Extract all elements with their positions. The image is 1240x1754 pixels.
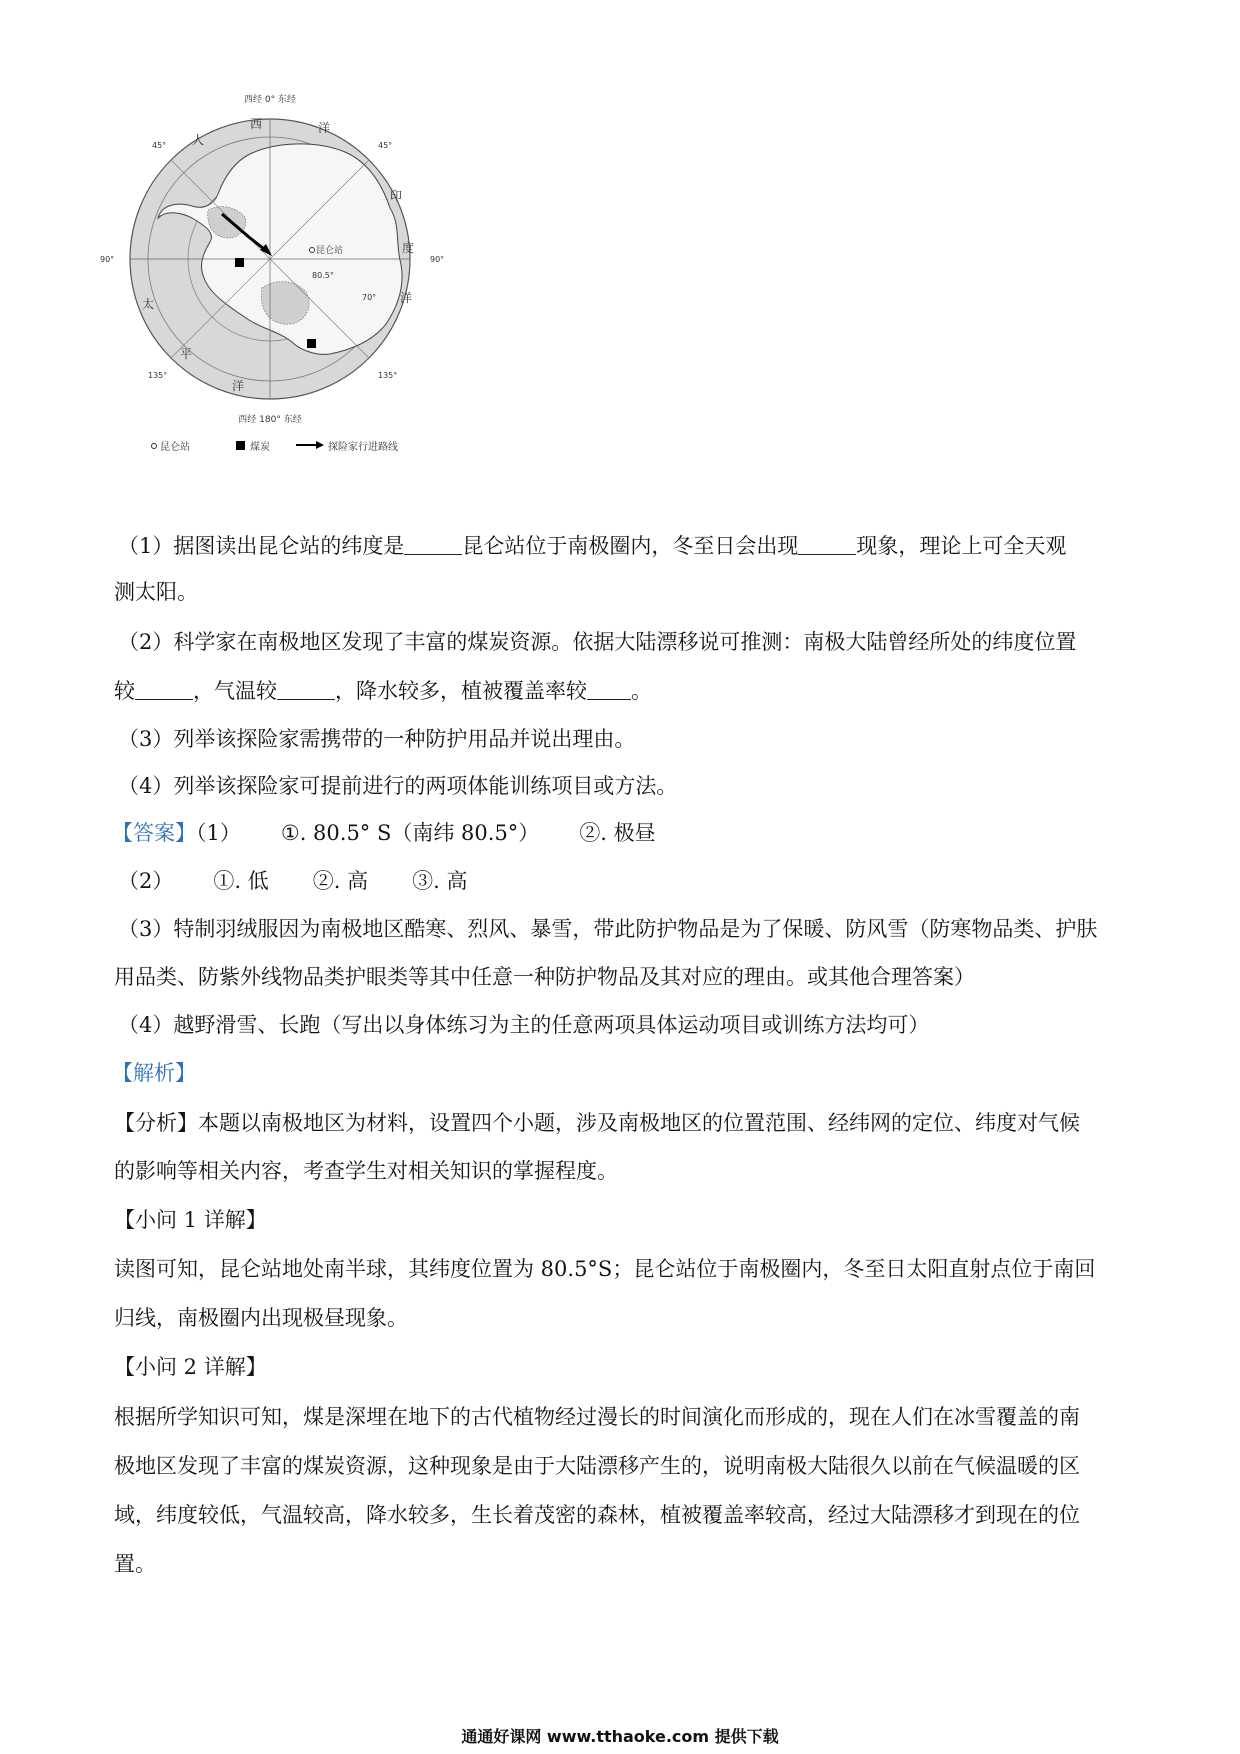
answer-blank (135, 679, 193, 700)
question-text: 昆仑站位于南极圈内，冬至日会出现 (462, 534, 799, 558)
legend-route-arrow (316, 441, 324, 449)
sub-question-1-title: 【小问 1 详解】 (114, 1208, 267, 1232)
antarctica-map-figure (100, 92, 520, 464)
question-text: 较 (114, 679, 135, 703)
kunlun-station-marker (310, 248, 315, 253)
sub-question-1-line2: 归线，南极圈内出现极昼现象。 (114, 1306, 408, 1330)
answer-line-1 (112, 818, 656, 848)
answer-line-2 (118, 866, 467, 896)
answer-item: ②. 极昼 (579, 821, 656, 845)
answer-item: ③. 高 (412, 869, 468, 893)
coal-marker (307, 339, 316, 348)
question-2-line2 (114, 676, 652, 706)
bottom-meridian-label: 西经 180° 东经 (238, 415, 302, 425)
sub-question-2-line4: 置。 (114, 1552, 156, 1576)
answer-4: （4）越野滑雪、长跑（写出以身体练习为主的任意两项具体运动项目或训练方法均可） (118, 1013, 930, 1037)
legend-coal-label: 煤炭 (250, 442, 270, 453)
sub-question-2-line1: 根据所学知识可知，煤是深埋在地下的古代植物经过漫长的时间演化而形成的，现在人们在冰雪覆盖的南 (114, 1405, 1080, 1429)
analysis-intro-line2: 的影响等相关内容，考查学生对相关知识的掌握程度。 (114, 1159, 618, 1183)
sub-question-2-line3: 域，纬度较低，气温较高，降水较多，生长着茂密的森林，植被覆盖率较高，经过大陆漂移才到现在的位 (114, 1503, 1080, 1527)
question-2-line1: （2）科学家在南极地区发现了丰富的煤炭资源。依据大陆漂移说可推测：南极大陆曾经所处的纬度位置 (118, 630, 1077, 654)
page-footer: 通通好课网 www.tthaoke.com 提供下载 (461, 1727, 779, 1746)
answer-item: ①. 80.5° S（南纬 80.5°） (280, 821, 540, 845)
answer-3-line1: （3）特制羽绒服因为南极地区酷寒、烈风、暴雪，带此防护物品是为了保暖、防风雪（防寒物品类、护肤 (118, 917, 1098, 941)
lon-label: 90° (430, 255, 445, 264)
answer-item: ②. 高 (312, 869, 369, 893)
question-text: 现象，理论上可全天观 (856, 534, 1067, 558)
legend-station-label: 昆仑站 (160, 442, 190, 453)
analysis-label: 【解析】 (112, 1061, 196, 1085)
answer-number: （1） (196, 821, 241, 845)
ocean-label: 太 (142, 297, 155, 311)
question-text: （1）据图读出昆仑站的纬度是 (118, 534, 405, 558)
question-1-line2: 测太阳。 (114, 580, 198, 604)
ocean-label: 度 (402, 241, 415, 255)
analysis-intro-line1: 【分析】本题以南极地区为材料，设置四个小题，涉及南极地区的位置范围、经纬网的定位、纬度对气候 (114, 1111, 1080, 1135)
question-text: ，降水较多，植被覆盖率较 (335, 679, 587, 703)
station-label: 昆仑站 (316, 246, 344, 256)
ocean-label: 洋 (400, 291, 413, 305)
ocean-label: 西 (250, 117, 263, 131)
question-text: ，气温较 (193, 679, 277, 703)
sub-question-1-line1: 读图可知，昆仑站地处南半球，其纬度位置为 80.5°S；昆仑站位于南极圈内，冬至日太阳直射点位于南回 (114, 1257, 1096, 1281)
top-meridian-label: 西经 0° 东经 (244, 95, 296, 105)
sub-question-2-title: 【小问 2 详解】 (114, 1355, 267, 1379)
coal-marker (235, 258, 244, 267)
ocean-label: 洋 (318, 121, 331, 135)
question-1-line1 (118, 531, 1066, 561)
lon-label: 135° (378, 371, 398, 380)
antarctica-map (100, 92, 520, 464)
lon-label: 135° (148, 371, 168, 380)
answer-blank (404, 534, 462, 555)
answer-blank (587, 679, 631, 700)
lon-label: 45° (378, 141, 393, 150)
latitude-label: 70° (362, 293, 377, 302)
ocean-label: 洋 (232, 379, 245, 393)
answer-item: ①. 低 (213, 869, 269, 893)
question-3: （3）列举该探险家需携带的一种防护用品并说出理由。 (118, 727, 636, 751)
answer-label: 【答案】 (112, 821, 196, 845)
ocean-label: 人 (192, 133, 205, 147)
legend-route-label: 探险家行进路线 (328, 442, 398, 453)
answer-number: （2） (118, 869, 174, 893)
answer-blank (798, 534, 856, 555)
lon-label: 90° (100, 255, 115, 264)
latitude-label: 80.5° (312, 271, 334, 280)
sub-question-2-line2: 极地区发现了丰富的煤炭资源，这种现象是由于大陆漂移产生的，说明南极大陆很久以前在气候温暖的区 (114, 1454, 1080, 1478)
legend-coal-icon (236, 441, 245, 450)
answer-blank (277, 679, 335, 700)
ocean-label: 印 (390, 189, 403, 203)
legend-station-icon (152, 444, 157, 449)
question-text: 。 (631, 679, 652, 703)
answer-3-line2: 用品类、防紫外线物品类护眼类等其中任意一种防护物品及其对应的理由。或其他合理答案） (114, 965, 975, 989)
question-4: （4）列举该探险家可提前进行的两项体能训练项目或方法。 (118, 774, 678, 798)
ocean-label: 平 (180, 347, 193, 361)
lon-label: 45° (152, 141, 167, 150)
